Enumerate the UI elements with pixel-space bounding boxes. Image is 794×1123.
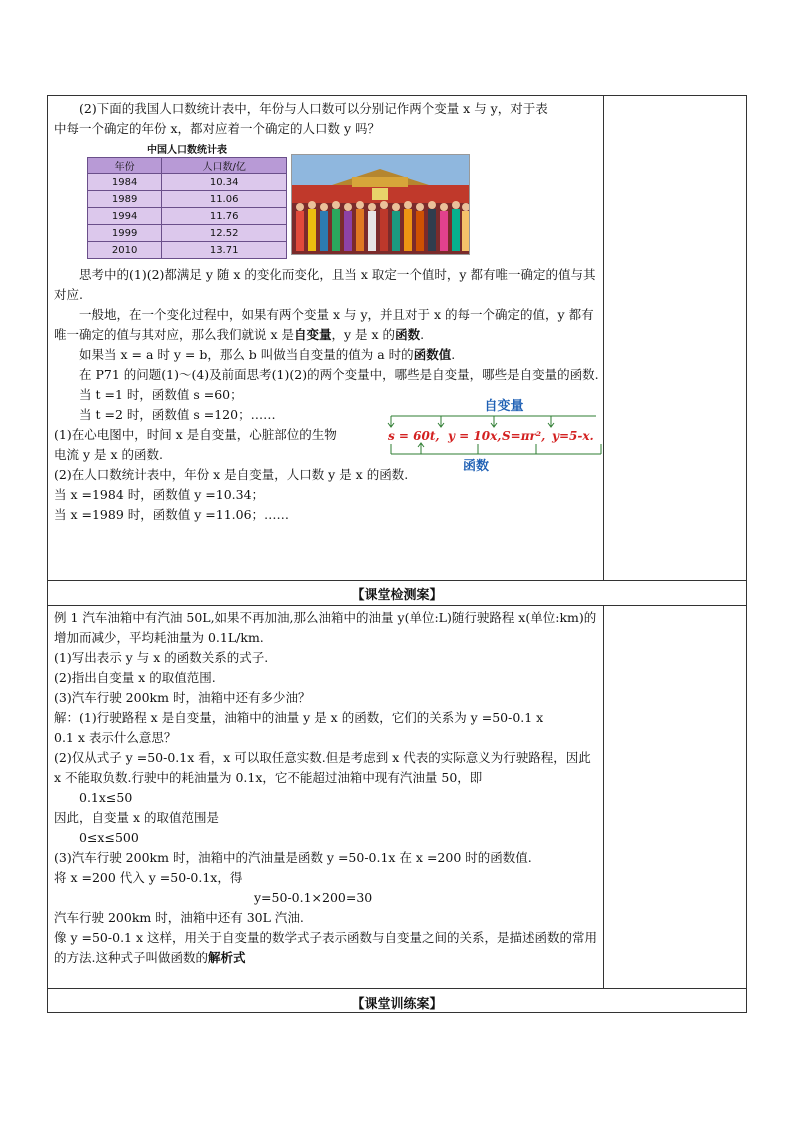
population-cell: 13.71 (162, 242, 287, 259)
question-3: (3)汽车行驶 200km 时，油箱中还有多少油？ (54, 690, 311, 705)
definition-text: ，y 是 x 的 (331, 327, 396, 342)
table-header: 年份 (88, 158, 162, 174)
analytic-text: 像 y =50-0.1 x 这样，用关于自变量的数学式子表示函数与自变量之间的关系，是描述函数的常用的方法.这种式子叫做函数的 (54, 930, 597, 965)
tiananmen-crowd-photo (291, 154, 470, 255)
question-2-line2: 中每一个确定的年份 x，都对应着一个确定的人口数 y 吗？ (54, 121, 381, 136)
substitute-line: 将 x =200 代入 y =50-0.1x，得 (54, 870, 243, 885)
year-cell: 1989 (88, 191, 162, 208)
table-row (88, 174, 287, 191)
therefore-line: 因此，自变量 x 的取值范围是 (54, 810, 219, 825)
year-cell: 1984 (88, 174, 162, 191)
function-value-paragraph (54, 345, 600, 365)
section-header-check: 【课堂检测案】 (351, 588, 443, 603)
population-table (87, 144, 287, 259)
row-divider (48, 988, 746, 989)
term-analytic-expression: 解析式 (207, 950, 246, 965)
solution-3: (3)汽车行驶 200km 时，油箱中的汽油量是函数 y =50-0.1x 在 x =200 时的函数值. (54, 850, 532, 865)
population-cell: 12.52 (162, 225, 287, 242)
population-example-2: 当 x =1989 时，函数值 y =11.06；…… (54, 507, 290, 522)
row-divider (48, 605, 746, 606)
column-divider (603, 96, 604, 580)
definition-text: 如果当 x = a 时 y = b，那么 b 叫做当自变量的值为 a 时的 (79, 347, 414, 362)
inequality-2: 0≤x≤500 (79, 830, 139, 845)
table-row (88, 208, 287, 225)
definition-text: . (451, 347, 456, 362)
definition-text: . (420, 327, 425, 342)
question-1: (1)写出表示 y 与 x 的函数关系的式子. (54, 650, 269, 665)
population-cell: 10.34 (162, 174, 287, 191)
column-divider (603, 605, 604, 988)
year-cell: 2010 (88, 242, 162, 259)
think-paragraph: 思考中的(1)(2)都满足 y 随 x 的变化而变化，且当 x 取定一个值时，y 都有唯一确定的值与其对应. (54, 267, 596, 302)
population-example-1: 当 x =1984 时，函数值 y =10.34； (54, 487, 265, 502)
ecg-line1: (1)在心电图中，时间 x 是自变量，心脏部位的生物 (54, 427, 337, 442)
function-label: 函数 (462, 459, 490, 474)
definition-paragraph (54, 305, 600, 345)
term-function: 函数 (395, 327, 421, 342)
table-row (88, 225, 287, 242)
solution-1b: 0.1 x 表示什么意思？ (54, 730, 177, 745)
concept-section (54, 99, 600, 139)
ecg-line2: 电流 y 是 x 的函数. (54, 447, 163, 462)
question-paragraph: 在 P71 的问题(1)～(4)及前面思考(1)(2)的两个变量中，哪些是自变量，哪些是自变量的函数. (79, 367, 599, 382)
example-section (54, 608, 600, 968)
year-cell: 1994 (88, 208, 162, 225)
term-function-value: 函数值 (413, 347, 452, 362)
variable-function-diagram (386, 396, 606, 480)
formula-y5x: y=5-x. (552, 429, 594, 443)
example-1: 例 1 汽车油箱中有汽油 50L,如果不再加油,那么油箱中的油量 y(单位:L)随行驶路程 x(单位:km)的增加而减少，平均耗油量为 0.1L/km. (54, 610, 597, 645)
section-header-train: 【课堂训练案】 (351, 997, 443, 1012)
example-t2: 当 t =2 时，函数值 s =120；…… (79, 407, 276, 422)
table-row (88, 191, 287, 208)
calculation-line: y=50-0.1×200=30 (254, 890, 373, 905)
question-2: (2)指出自变量 x 的取值范围. (54, 670, 216, 685)
independent-variable-label: 自变量 (484, 399, 524, 414)
row-divider (48, 580, 746, 581)
definition-section (54, 265, 600, 525)
population-line: (2)在人口数统计表中，年份 x 是自变量，人口数 y 是 x 的函数. (54, 467, 409, 482)
lesson-table (47, 95, 747, 1013)
definition-text: 一般地，在一个变化过程中，如果有两个变量 x 与 y，并且对于 x 的每一个确定的值，y 都有唯一确定的值与其对应，那么我们就说 x 是 (54, 307, 594, 342)
formula-y10x: y = 10x, (448, 429, 502, 443)
example-t1: 当 t =1 时，函数值 s =60； (79, 387, 243, 402)
year-cell: 1999 (88, 225, 162, 242)
solution-1: 解：(1)行驶路程 x 是自变量，油箱中的油量 y 是 x 的函数，它们的关系为 y =50-0.1 x (54, 710, 544, 725)
analytic-paragraph (54, 928, 600, 968)
inequality-1: 0.1x≤50 (79, 790, 133, 805)
answer-line: 汽车行驶 200km 时，油箱中还有 30L 汽油. (54, 910, 304, 925)
term-independent-variable: 自变量 (294, 327, 332, 342)
population-cell: 11.76 (162, 208, 287, 225)
formula-area: S=πr², (502, 429, 546, 443)
population-table-title: 中国人口数统计表 (147, 145, 227, 156)
formula-s: s = 60t, (388, 429, 440, 443)
question-2-line1: (2)下面的我国人口数统计表中，年份与人口数可以分别记作两个变量 x 与 y，对于表 (79, 101, 548, 116)
solution-2: (2)仅从式子 y =50-0.1x 看，x 可以取任意实数.但是考虑到 x 代表的实际意义为行驶路程，因此 x 不能取负数.行驶中的耗油量为 0.1x，它不能超过油箱中现有汽油量 50，即 (54, 750, 591, 785)
table-header: 人口数/亿 (162, 158, 287, 174)
table-row (88, 242, 287, 259)
population-cell: 11.06 (162, 191, 287, 208)
